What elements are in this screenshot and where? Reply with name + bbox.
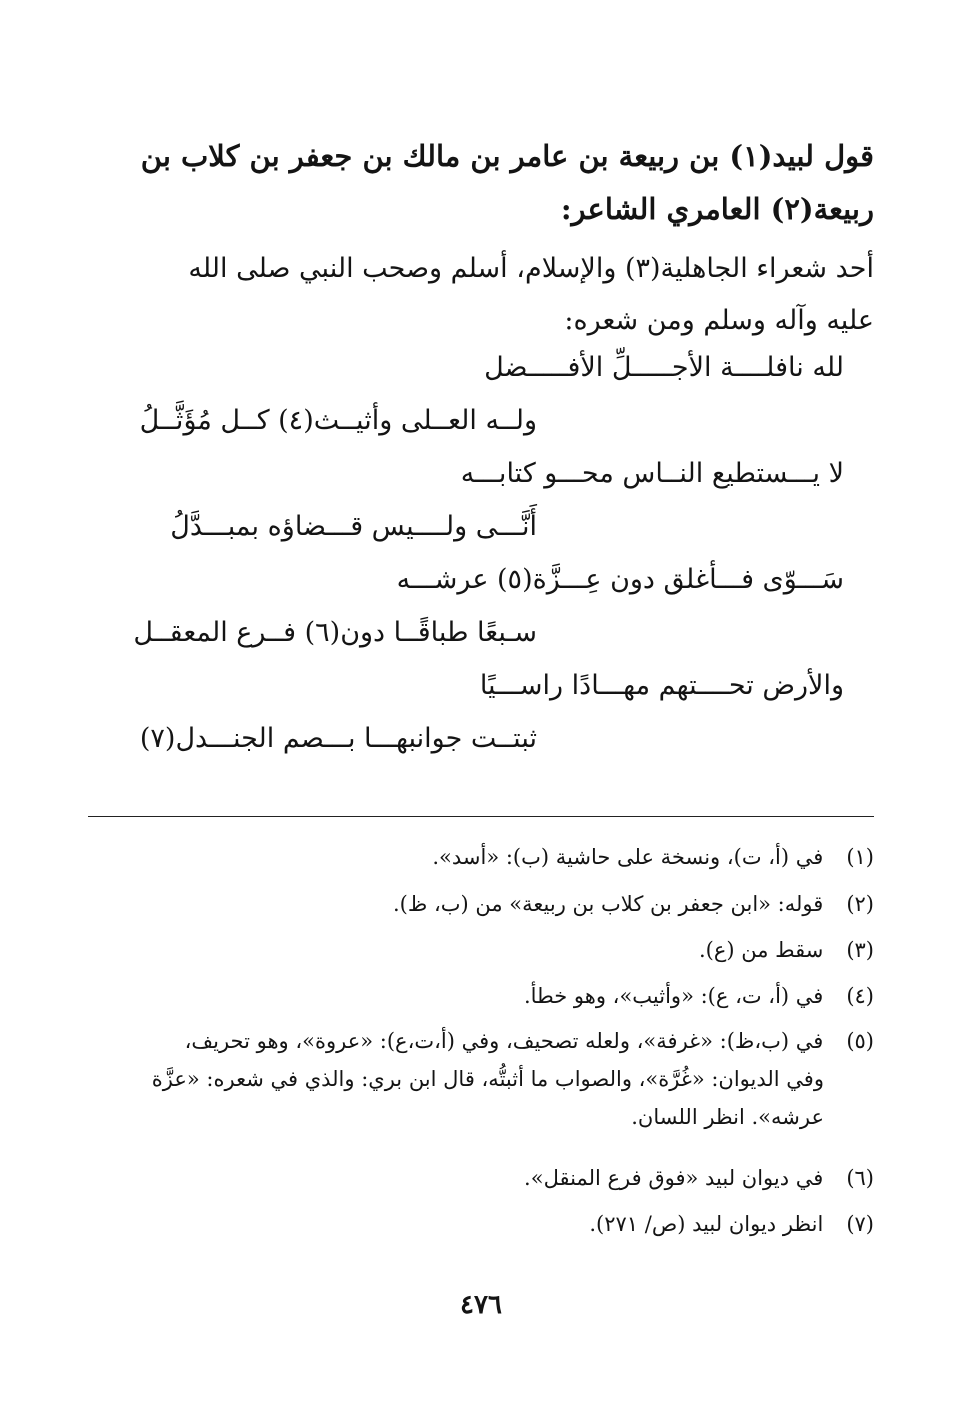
page-number: ٤٧٦	[460, 1290, 502, 1320]
footnote-text: سقط من (ع).	[698, 938, 824, 962]
footnote	[88, 977, 874, 1015]
footnote-number: (١)	[846, 845, 874, 869]
footnote	[88, 1022, 874, 1136]
footnote-number: (٦)	[846, 1166, 874, 1190]
verse-hemistich: والأرض تحــــتهم مهـــادًا راســـيًا	[479, 670, 844, 701]
footnote-number: (٥)	[846, 1029, 874, 1053]
footnote	[88, 931, 874, 969]
footnote-text: في (أ، ت، ع): «وأثيب»، وهو خطأ.	[523, 984, 824, 1008]
footnote-text: في (ب،ظ): «غرفة»، ولعله تصحيف، وفي (أ،ت،ع): «عروة»، وهو تحريف،	[184, 1029, 824, 1053]
verse-hemistich: لا يـــستطيع النــاس محـــو كتابـــه	[460, 458, 844, 489]
footnote	[88, 838, 874, 876]
footnote-text: قوله: «ابن جعفر بن كلاب بن ربيعة» من (ب، ظ).	[392, 892, 824, 916]
footnote-number: (٧)	[846, 1212, 874, 1236]
footnote	[88, 1159, 874, 1197]
verse-hemistich: ثبتــت جوانبهـــا بـــصم الجنـــدل(٧)	[139, 723, 537, 754]
section-heading	[88, 130, 874, 236]
verse-hemistich: لله نافلــــة الأجـــــلِّ الأفـــــضل	[484, 352, 844, 383]
intro-paragraph	[88, 243, 874, 347]
footnote-text: في ديوان لبيد «فوق فرع المنقل».	[524, 1166, 824, 1190]
intro-line: أحد شعراء الجاهلية(٣) والإسلام، أسلم وصحب النبي صلى الله	[188, 253, 874, 284]
verse-hemistich: أَنَّـــى ولــــيس قـــضاؤه بمبـــدَّلُ	[170, 511, 537, 542]
footnote-divider	[88, 816, 874, 817]
heading-line: ربيعة(٢) العامري الشاعر:	[560, 192, 874, 226]
footnote-number: (٢)	[846, 892, 874, 916]
footnote-number: (٣)	[846, 938, 874, 962]
footnote-text: عرشه». انظر اللسان.	[631, 1105, 824, 1129]
footnote-text: وفي الديوان: «غُرَّة»، والصواب ما أثبتُّه، قال ابن بري: والذي في شعره: «عزَّة	[151, 1067, 824, 1091]
footnote	[88, 1205, 874, 1243]
footnote-text: في (أ، ت)، ونسخة على حاشية (ب): «أسد».	[432, 845, 824, 869]
heading-line: قول لبيد(١) بن ربيعة بن عامر بن مالك بن جعفر بن كلاب بن	[140, 139, 874, 173]
footnote	[88, 885, 874, 923]
intro-line: عليه وآله وسلم ومن شعره:	[564, 305, 874, 336]
verse-hemistich: ولــه العــلى وأثيــث(٤) كــل مُؤَثَّــلُ	[139, 405, 537, 436]
verse-hemistich: سـبعًا طباقًــا دون(٦) فــرع المعقــل	[133, 617, 537, 648]
verse-hemistich: سَـــوّى فـــأغلق دون عِـــزَّة(٥) عرشـــه	[396, 564, 844, 595]
footnote-text: انظر ديوان لبيد (ص/ ٢٧١).	[589, 1212, 824, 1236]
footnote-number: (٤)	[846, 984, 874, 1008]
